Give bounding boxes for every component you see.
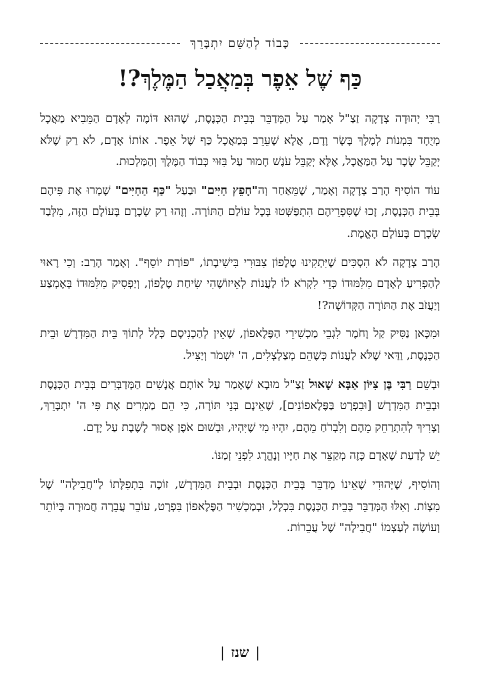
running-head-rule-right (300, 43, 440, 44)
bold-text-segment: "חָפֵץ חַיִּים" (201, 182, 258, 197)
page-footer (0, 645, 480, 662)
page-number: שנז (230, 645, 250, 661)
footer-bar-right: | (255, 645, 260, 661)
page-title: כַּף שֶׁל אֵפֶר בְּמַאֲכַל הַמֶּלֶךְ?! (118, 66, 362, 92)
running-head (40, 36, 440, 51)
text-segment: וּבְשֵׁם (411, 376, 440, 391)
text-segment: וּמִכָּאן נַסִּיק קַל וָחֹמֶר לִגְבֵי מַכְשִׁירֵי הַפֶּלֶאפוֹן, שֶׁאֵין לְהַכְנִיסָם כְּלָל לְתוֹךְ בֵּית הַמִּדְרָשׁ וּבֵית הַכְּנֶסֶת, וַדַּאי שֶׁלֹּא לַעֲנוֹת כְּשֶׁהֵם מְצַלְצְלִים, ה' יִשְׁמֹר וְיַצִּיל. (40, 326, 440, 362)
paragraph (40, 445, 440, 467)
running-head-rule-left (40, 43, 180, 44)
text-segment: יֵשׁ לָדַעַת שֶׁאָדָם כָּזֶה מְקַצֵּר אֶת חַיָּיו וְנֶהֱרָג לִפְנֵי זְמַנּוֹ. (210, 448, 440, 463)
running-head-text: כָּבוֹד לְהַשֵּׁם יִתְבָּרֵךְ (190, 36, 290, 50)
body-text (40, 108, 440, 546)
paragraph (40, 180, 440, 245)
paragraph (40, 108, 440, 173)
footer-bar-left: | (220, 645, 225, 661)
text-segment: וּבַעַל (171, 182, 202, 197)
text-segment: עוֹד הוֹסִיף הָרַב צְדָקָה וְאָמַר, שֶׁמֵּאַחַר וְה (257, 182, 440, 197)
paragraph (40, 323, 440, 366)
text-segment: רַבִּי יְהוּדָה צְדָקָה זַצַ"ל אָמַר עַל הַמְּדַבֵּר בְּבֵית הַכְּנֶסֶת, שֶׁהוּא דּוֹמֶה לְאָדָם הַמֵּבִיא מַאֲכָל מְיֻחָד בִּמְנוֹת לְמֶלֶךְ בָּשָׂר וָדָם, אֲלָא שֶׁעֵרֵב בְּמַאֲכָל כַּף שֶׁל אֵפֶר. אוֹתוֹ אָדָם, לֹא רַק שֶׁלֹּא יְקַבֵּל שָׂכָר עַל הַמַּאֲכָל, אֶלָּא יְקַבֵּל עֹנֶשׁ חָמוּר עַל בִּזּוּי כְּבוֹד הַמֶּלֶךְ וְהַמַּלְכוּת. (40, 111, 440, 169)
text-segment: שָׁמְרוּ אֶת פִּיהֶם בְּבֵית הַכְּנֶסֶת, זָכוּ שֶׁסִּפְרֵיהֶם הִתְפַּשְּׁטוּ בְּכָל עוֹלַם הַתּוֹרָה. וְזֶהוּ רַק שְׂכָרָם בָּעוֹלָם הַזֶּה, מִלְּבַד שְׂכָרָם בָּעוֹלָם הָאֱמֶת. (40, 182, 440, 240)
text-segment: זַצַ"ל מוּבָא שֶׁאָמַר עַל אוֹתָם אֲנָשִׁים הַמְּדַבְּרִים בְּבֵית הַכְּנֶסֶת וּבְבֵית הַמִּדְרָשׁ [וּבִפְרָט בַּפֶּלֶאפוֹנִים], שֶׁאֵינָם בְּנֵי תּוֹרָה, כִּי הֵם מַמְרִים אֶת פִּי ה' יִתְבָּרֵךְ, וְצָרִיךְ לְהִתְרַחֵק מֵהֶם וְלִבְרֹחַ מֵהֶם, יִהְיוּ מִי שֶׁיִּהְיוּ, וּבְשׁוּם אֹפֶן אָסוּר לָשֶׁבֶת עַל יָדָם. (40, 376, 440, 434)
text-segment: וְהוֹסִיף, שֶׁיְּהוּדִי שֶׁאֵינוֹ מְדַבֵּר בְּבֵית הַכְּנֶסֶת וּבְבֵית הַמִּדְרָשׁ, זוֹכֶה בִּתְפִלָּתוֹ לַ"חֲבִילָה" שֶׁל מִצְוֹת. וְאִלּוּ הַמְּדַבֵּר בְּבֵית הַכְּנֶסֶת בִּכְלָל, וּבְמַכְשִׁיר הַפֶּלֶאפוֹן בִּפְרָט, עוֹבֵר עֲבֵרָה חֲמוּרָה בְּיוֹתֵר וְעוֹשֶׂה לְעַצְמוֹ "חֲבִילָה" שֶׁל עֲבֵרוֹת. (40, 476, 440, 535)
paragraph (40, 474, 440, 539)
paragraph (40, 252, 440, 317)
bold-text-segment: רַבִּי בֶּן צִיּוֹן אַבָּא שָׁאוּל (309, 376, 412, 391)
paragraph (40, 374, 440, 439)
bold-text-segment: "כַּף הַחַיִּים" (115, 182, 171, 197)
text-segment: הָרַב צְדָקָה לֹא הִסְכִּים שֶׁיִּתְקִינוּ טֶלֶפוֹן צִבּוּרִי בִּישִׁיבָתוֹ, "פּוֹרַת יוֹסֵף". וְאָמַר הָרַב: וְכִי רָאוּי לְהַפְרִיעַ לְאָדָם מִלִּמּוּדוֹ כְּדֵי לִקְרֹא לוֹ לַעֲנוֹת לְאֵיזוֹשֶׁהִי שִׂיחַת טֶלֶפוֹן, וְיַפְסִיק מִלִּמּוּדוֹ בְּאֶמְצַע וְיַעֲזֹב אֶת הַתּוֹרָה הַקְּדוֹשָׁה?! (40, 254, 440, 312)
